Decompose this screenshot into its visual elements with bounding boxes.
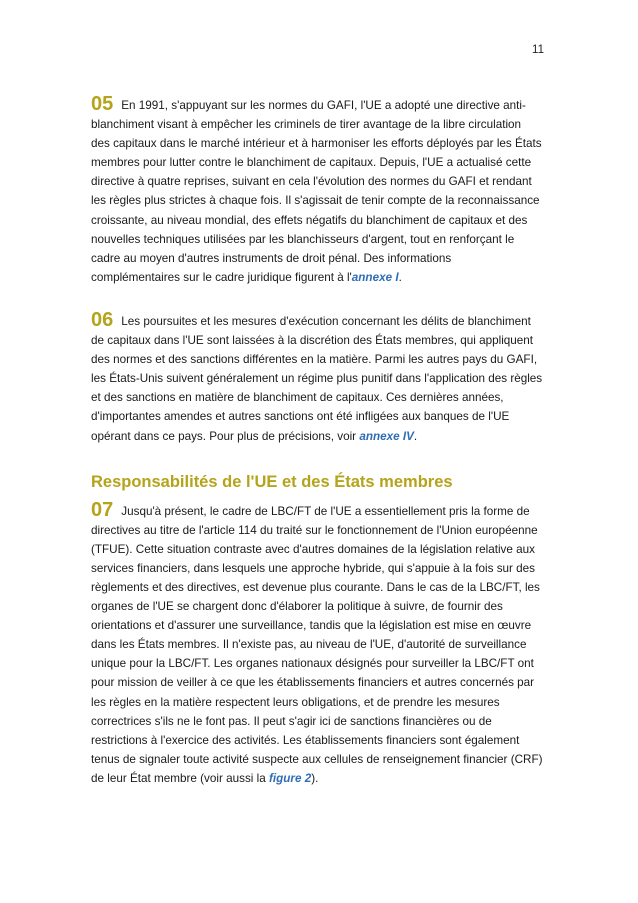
page-number: 11 <box>532 44 544 56</box>
paragraph-number: 07 <box>91 498 114 521</box>
paragraph-text: Jusqu'à présent, le cadre de LBC/FT de l'UE a essentiellement pris la forme de directives au titre de l'article 114 du traité sur le fonctionnement de l'Union européenne (TFUE). Cette situation contraste avec d'autres domaines de la législation relative aux services financiers, dans lesquels une approche hybride, qui s'appuie à la fois sur des règlements et des directives, est devenue plus courante. Dans le cas de la LBC/FT, les organes de l'UE se chargent donc d'élaborer la politique à suivre, de fournir des orientations et d'assurer une surveillance, tandis que la législation est mise en œuvre dans les États membres. Il n'existe pas, au niveau de l'UE, d'autorité de surveillance unique pour la LBC/FT. Les organes nationaux désignés pour surveiller la LBC/FT ont pour mission de veiller à ce que les établissements financiers et autres concernés par les règles en la matière respectent leurs obligations, et de prendre les mesures correctrices s'ils ne le font pas. Il peut s'agir ici de sanctions financières ou de restrictions à l'exercice des activités. Les établissements financiers sont également tenus de signaler toute activité suspecte aux cellules de renseignement financier (CRF) de leur État membre (voir aussi la <box>91 504 543 785</box>
paragraph-07 <box>91 500 543 788</box>
paragraph-number: 05 <box>91 93 114 115</box>
paragraph-05 <box>91 94 543 287</box>
paragraph-text: En 1991, s'appuyant sur les normes du GAFI, l'UE a adopté une directive anti-blanchiment visant à empêcher les criminels de tirer avantage de la libre circulation des capitaux dans le marché intérieur et à harmoniser les efforts déployés par les États membres pour lutter contre le blanchiment de capitaux. Depuis, l'UE a actualisé cette directive à quatre reprises, suivant en cela l'évolution des normes du GAFI et rendant les règles plus strictes à chaque fois. Il s'agissait de tenir compte de la reconnaissance croissante, au niveau mondial, des effets négatifs du blanchiment de capitaux et des nouvelles techniques utilisées par les blanchisseurs d'argent, tout en renforçant le cadre au moyen d'autres instruments de droit pénal. Des informations complémentaires sur le cadre juridique figurent à l' <box>91 99 542 284</box>
document-body <box>91 94 543 788</box>
annex-link[interactable]: annexe I <box>351 270 399 284</box>
figure-link[interactable]: figure 2 <box>268 771 312 785</box>
paragraph-tail: . <box>413 429 418 443</box>
paragraph-tail: ). <box>311 771 319 785</box>
paragraph-text: Les poursuites et les mesures d'exécution concernant les délits de blanchiment de capitaux dans l'UE sont laissées à la discrétion des États membres, qui appliquent des normes et des sanctions différentes en la matière. Parmi les autres pays du GAFI, les États-Unis suivent généralement un régime plus punitif dans l'application des règles et des sanctions en matière de blanchiment de capitaux. Ces dernières années, d'importantes amendes et autres sanctions ont été infligées aux banques de l'UE opérant dans ce pays. Pour plus de précisions, voir <box>91 314 543 443</box>
paragraph-number: 06 <box>91 308 114 331</box>
paragraph-06 <box>91 310 543 446</box>
section-heading: Responsabilités de l'UE et des États membres <box>91 472 453 491</box>
paragraph-tail: . <box>398 270 402 284</box>
annex-link[interactable]: annexe IV <box>359 429 414 443</box>
